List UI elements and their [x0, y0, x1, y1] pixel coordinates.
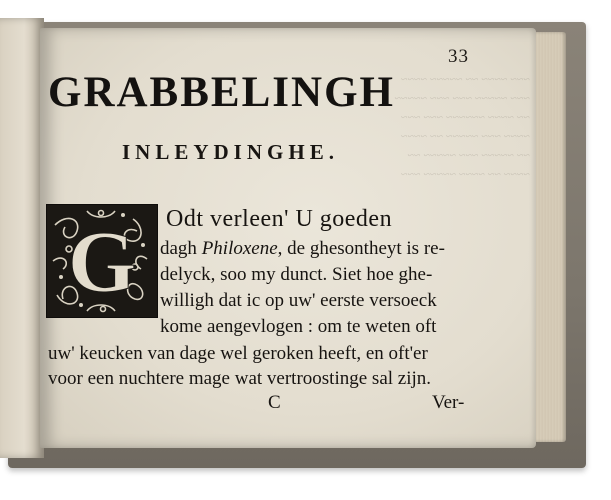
- page-number: 33: [448, 46, 469, 67]
- text-line-7: voor een nuchtere mage wat vertroostinge sal zijn.: [48, 368, 432, 389]
- text-line-6: uw' keucken van dage wel geroken heeft, en oft'er: [48, 343, 428, 364]
- section-heading: INLEYDINGHE.: [122, 140, 339, 164]
- svg-text:G: G: [67, 214, 137, 311]
- text-line-3: delyck, soo my dunct. Siet hoe ghe-: [160, 264, 433, 285]
- ornament-icon: [47, 205, 157, 317]
- page-title: GRABBELINGH: [48, 69, 395, 116]
- show-through-text: ~~~ ~~~~ ~~ ~~~~~ ~~~~ ~~~ ~~~~~ ~~~ ~~~ ~~~~~ ~~ ~~~~ ~~~~~~ ~~~ ~~~ ~~~~ ~~~ ~~~~~ ~~ ~~~~ ~~ ~~~~~ ~~~ ~~~~~ ~~ ~~~~ ~~ ~~~~ ~~~~~ ~~~: [394, 72, 530, 181]
- text-line-1: Odt verleen' U goeden: [166, 206, 393, 232]
- text-line-5: kome aengevlogen : om te weten oft: [160, 316, 437, 337]
- decorated-initial-g: [46, 204, 158, 318]
- catchword: Ver-: [432, 392, 465, 413]
- signature-mark: C: [268, 392, 281, 413]
- left-page: [0, 18, 44, 458]
- text-line-4: willigh dat ic op uw' eerste versoeck: [160, 290, 437, 311]
- text-line-2: dagh Philoxene, de ghesontheyt is re-: [160, 238, 445, 259]
